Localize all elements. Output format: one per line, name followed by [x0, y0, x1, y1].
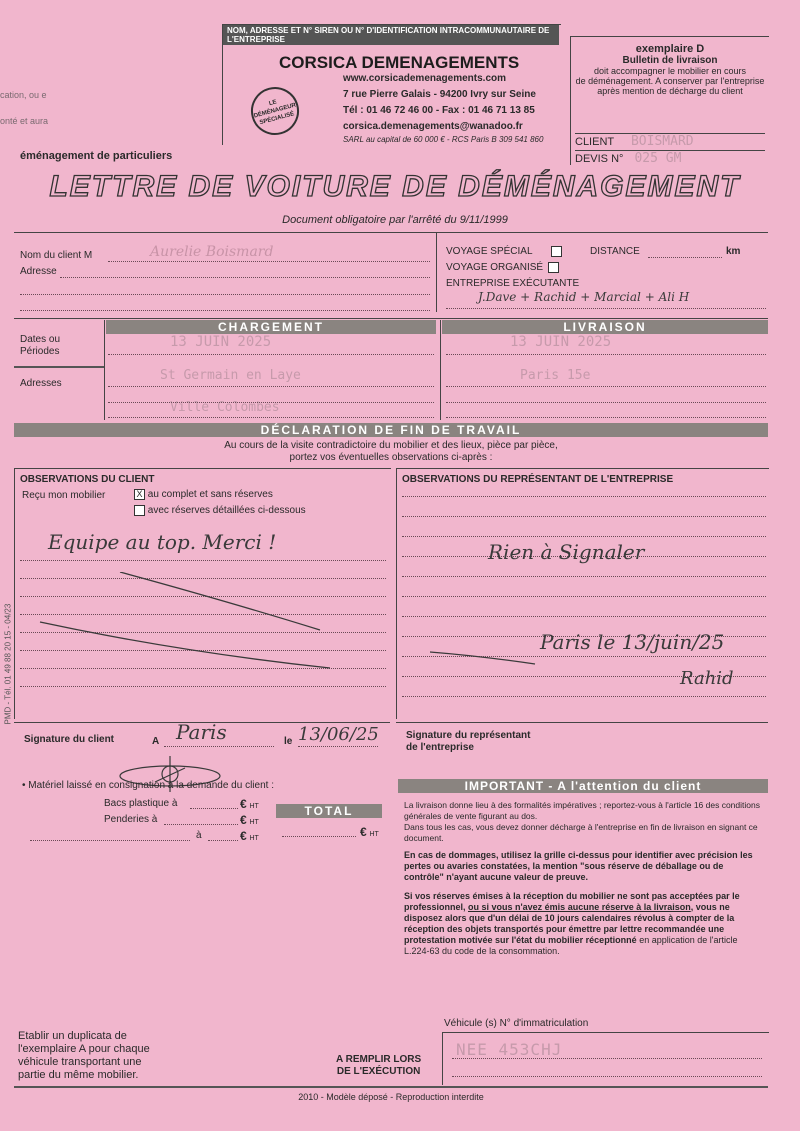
dotted-line — [298, 746, 378, 747]
client-observation: Equipe au top. Merci ! — [48, 530, 277, 554]
logo-seal: LE DÉMÉNAGEUR SPÉCIALISÉ — [246, 82, 305, 141]
company-box — [222, 24, 561, 145]
dotted-line — [108, 402, 434, 403]
voyage-special-checkbox[interactable] — [551, 246, 562, 257]
client-signature-label: Signature du client — [24, 734, 115, 745]
divider — [396, 722, 768, 723]
chargement-address: Ville Colombes — [170, 400, 280, 415]
livraison-date: 13 JUIN 2025 — [510, 334, 612, 350]
document-subtitle: Document obligatoire par l'arrêté du 9/11/1999 — [282, 214, 508, 226]
copy-line: doit accompagner le mobilier en cours — [593, 66, 747, 76]
distance-unit: km — [726, 246, 741, 257]
declaration-intro: Au cours de la visite contradictoire du mobilier et des lieux, pièce par pièce, — [224, 440, 558, 451]
executante-label: ENTREPRISE EXÉCUTANTE — [446, 278, 580, 289]
complet-checkbox[interactable]: X — [134, 489, 145, 500]
penderies-price: € HT — [240, 813, 259, 827]
id-bar: NOM, ADRESSE ET N° SIREN OU N° D'IDENTIFICATION INTRACOMMUNAUTAIRE DE L'ENTREPRISE — [223, 25, 559, 45]
dotted-line — [108, 417, 434, 418]
dotted-line — [108, 261, 430, 262]
dotted-line — [20, 310, 430, 311]
vehicule-label: Véhicule (s) N° d'immatriculation — [444, 1018, 589, 1029]
dotted-line — [452, 1076, 762, 1077]
website: www.corsicademenagements.com — [343, 73, 507, 84]
left-fragment: cation, ou e — [0, 90, 47, 100]
dotted-line — [108, 354, 434, 355]
email: corsica.demenagements@wanadoo.fr — [343, 121, 523, 132]
livraison-header: LIVRAISON — [442, 320, 768, 334]
a-label: A — [152, 736, 160, 747]
dotted-line — [208, 840, 238, 841]
dotted-line — [20, 294, 430, 295]
dates-label: Dates ou Périodes — [20, 334, 61, 357]
total-header: TOTAL — [276, 804, 382, 818]
dotted-line — [190, 808, 238, 809]
left-fragment: onté et aura — [0, 116, 49, 126]
legal: SARL au capital de 60 000 € - RCS Paris B 309 541 860 — [343, 135, 544, 144]
side-reference: PMD - Tél. 01 49 88 20 15 - 04/23 — [3, 603, 13, 725]
devis-label: DEVIS N° — [575, 153, 624, 165]
blank-price: € HT — [240, 829, 259, 843]
rep-observation: Rien à Signaler — [488, 540, 645, 564]
dotted-line — [402, 496, 766, 497]
dotted-line — [60, 277, 430, 278]
rep-observation: Paris le 13/juin/25 — [540, 630, 725, 654]
document-title: LETTRE DE VOITURE DE DÉMÉNAGEMENT — [49, 170, 741, 203]
footer-copyright: 2010 - Modèle déposé - Reproduction interdite — [298, 1092, 484, 1102]
address: 7 rue Pierre Galais - 94200 Ivry sur Seine — [343, 89, 536, 100]
phone: Tél : 01 46 72 46 00 - Fax : 01 46 71 13 85 — [343, 105, 535, 116]
dotted-line — [446, 417, 766, 418]
rep-signature-label: Signature du représentant de l'entreprise — [406, 730, 531, 753]
signature-date: 13/06/25 — [298, 724, 379, 745]
divider — [440, 320, 441, 420]
rep-signature: Rahid — [680, 668, 734, 689]
dotted-line — [446, 402, 766, 403]
signature-place: Paris — [176, 720, 227, 744]
reserves-checkbox[interactable] — [134, 505, 145, 516]
declaration-header: DÉCLARATION DE FIN DE TRAVAIL — [14, 423, 768, 437]
client-label: CLIENT — [575, 136, 614, 148]
executante-value: J.Dave + Rachid + Marcial + Ali H — [478, 290, 690, 304]
declaration-intro: portez vos éventuelles observations ci-après : — [289, 452, 493, 463]
dotted-line — [402, 696, 766, 697]
divider — [104, 320, 105, 420]
company-name: CORSICA DEMENAGEMENTS — [279, 53, 520, 72]
voyage-special[interactable]: VOYAGE SPÉCIAL — [446, 246, 562, 257]
client-name-value: Aurelie Boismard — [150, 244, 274, 260]
dotted-line — [402, 536, 766, 537]
divider — [436, 232, 437, 312]
important-header: IMPORTANT - A l'attention du client — [398, 779, 768, 793]
devis-value: 025 GM — [634, 151, 682, 166]
copy-subtitle: Bulletin de livraison — [622, 55, 718, 66]
livraison-address: Paris 15e — [520, 368, 591, 383]
materiel-title: • Matériel laissé en consignation à la demande du client : — [22, 780, 274, 791]
client-name-label: Nom du client M — [20, 250, 93, 261]
dotted-line — [402, 616, 766, 617]
recu-label: Reçu mon mobilier — [22, 490, 106, 501]
obs-rep-title: OBSERVATIONS DU REPRÉSENTANT DE L'ENTREPRISE — [402, 474, 674, 485]
devis-row — [575, 151, 765, 167]
address-label: Adresse — [20, 266, 57, 277]
le-label: le — [284, 736, 293, 747]
dotted-line — [446, 354, 766, 355]
dotted-line — [282, 836, 356, 837]
option-reserves[interactable]: avec réserves détaillées ci-dessous — [134, 505, 306, 516]
dotted-line — [402, 516, 766, 517]
strike-through-lines — [30, 572, 330, 672]
dash-stroke — [430, 648, 540, 668]
client-value: BOISMARD — [630, 134, 694, 149]
important-body: La livraison donne lieu à des formalités impératives ; reportez-vous à l'article 16 des conditions générales de vente figurant au dos. Dans tous les cas, vous devez donner décharge à l'entreprise en fin de livraison en signant ce document. En cas de dommages, utilisez la grille ci-dessus pour identifier avec précision les pertes ou avaries constatées, la mention "sous réserve de déballage ou de contrôle" n'ayant aucune valeur de preuve. Si vos réserves émises à la réception du mobilier ne sont pas acceptées par le professionnel, ou si vous n'avez émis aucune réserve à la livraison, vous ne disposez alors que d'un délai de 10 jours calendaires révolus à compter de la réception des objets transportés pour émettre par lettre recommandée une protestation motivée sur l'état du mobilier réceptionné en application de l'article L.224-63 du code de la consommation. — [404, 800, 760, 956]
copy-line: après mention de décharge du client — [597, 86, 743, 96]
dotted-line — [402, 576, 766, 577]
option-complet[interactable]: X au complet et sans réserves — [134, 489, 273, 500]
chargement-address: St Germain en Laye — [160, 368, 301, 383]
copy-line: de déménagement. A conserver par l'entreprise — [575, 76, 765, 86]
dotted-line — [20, 560, 386, 561]
bacs-price: € HT — [240, 797, 259, 811]
dotted-line — [164, 824, 238, 825]
copy-title: exemplaire D — [635, 43, 705, 55]
adresses-label: Adresses — [20, 378, 62, 389]
total-price: € HT — [360, 825, 379, 839]
dotted-line — [446, 308, 766, 309]
dotted-line — [30, 840, 190, 841]
vehicule-value: NEE 453CHJ — [456, 1040, 563, 1059]
copy-box — [570, 36, 769, 165]
dotted-line — [648, 257, 722, 258]
voyage-organise-checkbox[interactable] — [548, 262, 559, 273]
chargement-header: CHARGEMENT — [106, 320, 436, 334]
dotted-line — [402, 596, 766, 597]
divider — [14, 1086, 768, 1088]
divider — [14, 366, 104, 368]
subtitle-left: éménagement de particuliers — [20, 150, 173, 162]
blank-label: à — [196, 830, 202, 841]
chargement-date: 13 JUIN 2025 — [170, 334, 272, 350]
client-row — [575, 133, 765, 151]
penderies-label: Penderies à — [104, 814, 158, 825]
remplir-label: A REMPLIR LORS DE L'EXÉCUTION — [336, 1054, 422, 1077]
bacs-label: Bacs plastique à — [104, 798, 178, 809]
dotted-line — [108, 386, 434, 387]
dotted-line — [164, 746, 274, 747]
duplicata-note: Etablir un duplicata de l'exemplaire A pour chaque véhicule transportant une partie du même mobilier. — [18, 1030, 150, 1081]
voyage-organise[interactable]: VOYAGE ORGANISÉ — [446, 262, 559, 273]
obs-client-title: OBSERVATIONS DU CLIENT — [20, 474, 155, 485]
dotted-line — [20, 686, 386, 687]
dotted-line — [446, 386, 766, 387]
distance-label: DISTANCE — [590, 246, 640, 257]
